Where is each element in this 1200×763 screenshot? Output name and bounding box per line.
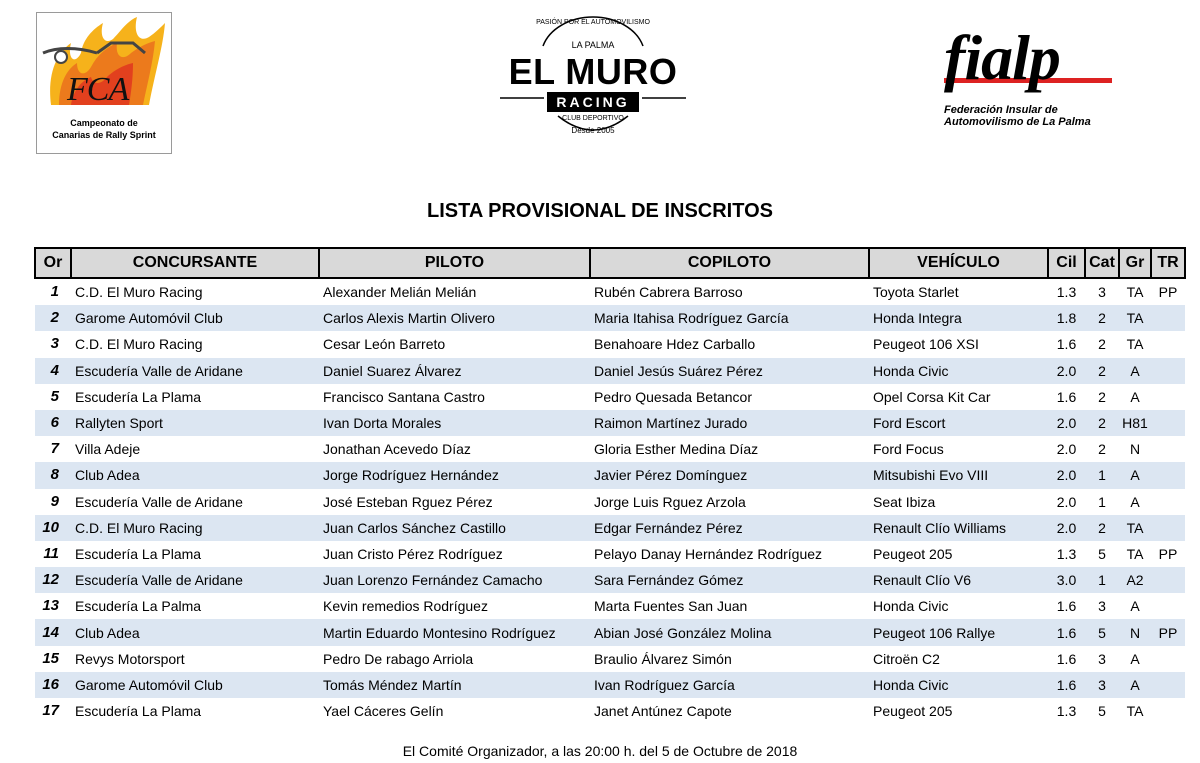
displacement-cell: 1.3 [1056, 545, 1077, 562]
muro-since: Desde 2005 [571, 126, 615, 135]
driver-name-cell: Tomás Méndez Martín [319, 672, 590, 698]
header-gr: Gr [1119, 248, 1151, 278]
fca-caption: Campeonato de Canarias de Rally Sprint [52, 118, 156, 140]
vehicle-name-cell: Honda Integra [869, 305, 1048, 331]
displacement-cell: 1.3 [1056, 284, 1077, 301]
entry-number-cell: 9 [50, 492, 59, 510]
trophy-cell [1151, 698, 1185, 724]
displacement-cell: 1.6 [1048, 619, 1085, 645]
group-cell: A [1130, 388, 1140, 405]
group-cell: TA [1126, 336, 1144, 353]
category-cell: 1 [1098, 493, 1106, 510]
entrant-name-cell: Garome Automóvil Club [71, 305, 319, 331]
entrant-name-cell: C.D. El Muro Racing [75, 284, 203, 301]
entry-number-cell: 6 [35, 410, 71, 436]
vehicle-name-cell: Seat Ibiza [873, 493, 936, 510]
header-cil: Cil [1048, 248, 1085, 278]
table-row [35, 462, 1185, 488]
codriver-name-cell: Javier Pérez Domínguez [590, 462, 869, 488]
displacement-cell: 2.0 [1056, 441, 1077, 458]
vehicle-name-cell: Peugeot 205 [873, 703, 953, 720]
entrant-name-cell: C.D. El Muro Racing [71, 515, 319, 541]
vehicle-name-cell: Renault Clío V6 [869, 567, 1048, 593]
fialp-wordmark: fialp [944, 22, 1060, 93]
trophy-cell [1151, 305, 1185, 331]
category-cell: 3 [1098, 598, 1106, 615]
entry-number-cell: 16 [35, 672, 71, 698]
driver-name-cell: Pedro De rabago Arriola [323, 650, 474, 667]
codriver-name-cell: Rubén Cabrera Barroso [594, 284, 743, 301]
table-row [35, 646, 1185, 672]
category-cell: 5 [1098, 545, 1106, 562]
group-cell: A [1130, 650, 1140, 667]
table-row [35, 410, 1185, 436]
group-cell: N [1119, 619, 1151, 645]
header-vehiculo: VEHÍCULO [869, 248, 1048, 278]
fca-logo [36, 12, 172, 154]
trophy-cell [1151, 436, 1185, 462]
trophy-cell [1151, 462, 1185, 488]
displacement-cell: 1.6 [1056, 650, 1077, 667]
category-cell: 2 [1098, 336, 1106, 353]
group-cell: A [1119, 462, 1151, 488]
vehicle-name-cell: Honda Civic [873, 598, 949, 615]
vehicle-name-cell: Peugeot 205 [873, 545, 953, 562]
group-cell: TA [1119, 305, 1151, 331]
category-cell: 2 [1085, 410, 1119, 436]
codriver-name-cell: Jorge Luis Rguez Arzola [594, 493, 746, 510]
displacement-cell: 1.6 [1056, 336, 1077, 353]
vehicle-name-cell: Toyota Starlet [873, 284, 959, 301]
vehicle-name-cell: Ford Escort [869, 410, 1048, 436]
displacement-cell: 2.0 [1048, 410, 1085, 436]
table-row [35, 672, 1185, 698]
trophy-cell [1151, 515, 1185, 541]
group-cell: A [1130, 493, 1140, 510]
vehicle-name-cell: Opel Corsa Kit Car [873, 388, 991, 405]
group-cell: A2 [1119, 567, 1151, 593]
driver-name-cell: Martin Eduardo Montesino Rodríguez [319, 619, 590, 645]
document-title: LISTA PROVISIONAL DE INSCRITOS [427, 200, 773, 222]
vehicle-name-cell: Ford Focus [873, 441, 944, 458]
entry-number-cell: 4 [35, 358, 71, 384]
vehicle-name-cell: Honda Civic [869, 672, 1048, 698]
table-row [35, 489, 1185, 515]
group-cell: N [1129, 441, 1141, 458]
codriver-name-cell: Janet Antúnez Capote [594, 703, 732, 720]
table-row [35, 384, 1185, 410]
entry-number-cell: 3 [50, 335, 59, 353]
driver-name-cell: Kevin remedios Rodríguez [323, 598, 488, 615]
header-copiloto: COPILOTO [590, 248, 869, 278]
vehicle-name-cell: Peugeot 106 Rallye [869, 619, 1048, 645]
codriver-name-cell: Marta Fuentes San Juan [594, 598, 748, 615]
table-header-row [35, 248, 1185, 278]
trophy-cell [1151, 410, 1185, 436]
group-cell: H81 [1119, 410, 1151, 436]
codriver-name-cell: Braulio Álvarez Simón [594, 650, 732, 667]
muro-club: CLUB DEPORTIVO [562, 115, 624, 122]
footer-note: El Comité Organizador, a las 20:00 h. del 5 de Octubre de 2018 [402, 743, 798, 759]
header-concursante: CONCURSANTE [71, 248, 319, 278]
driver-name-cell: Juan Lorenzo Fernández Camacho [319, 567, 590, 593]
codriver-name-cell: Benahoare Hdez Carballo [594, 336, 756, 353]
entrant-name-cell: C.D. El Muro Racing [75, 336, 203, 353]
entry-number-cell: 10 [35, 515, 71, 541]
fialp-subtitle [944, 104, 1091, 128]
header-or: Or [35, 248, 71, 278]
category-cell: 5 [1098, 703, 1106, 720]
header-tr: TR [1151, 248, 1185, 278]
displacement-cell: 2.0 [1048, 462, 1085, 488]
vehicle-name-cell: Honda Civic [869, 358, 1048, 384]
entrant-name-cell: Escudería La Plama [75, 388, 202, 405]
table-row [35, 515, 1185, 541]
muro-title: EL MURO [508, 51, 678, 92]
entrant-name-cell: Club Adea [71, 619, 319, 645]
codriver-name-cell: Gloria Esther Medina Díaz [594, 441, 759, 458]
trophy-cell [1151, 489, 1185, 515]
codriver-name-cell: Abian José González Molina [590, 619, 869, 645]
entry-number-cell: 5 [50, 387, 59, 405]
displacement-cell: 1.6 [1056, 598, 1077, 615]
codriver-name-cell: Daniel Jesús Suárez Pérez [590, 358, 869, 384]
displacement-cell: 2.0 [1048, 515, 1085, 541]
table-row [35, 358, 1185, 384]
table-row [35, 305, 1185, 331]
driver-name-cell: Juan Cristo Pérez Rodríguez [323, 545, 503, 562]
displacement-cell: 1.6 [1048, 672, 1085, 698]
entry-number-cell: 11 [43, 544, 59, 562]
trophy-cell [1151, 384, 1185, 410]
displacement-cell: 3.0 [1048, 567, 1085, 593]
entry-number-cell: 15 [42, 649, 59, 667]
driver-name-cell: Cesar León Barreto [323, 336, 446, 353]
muro-racing-banner: RACING [547, 92, 639, 112]
trophy-cell [1151, 646, 1185, 672]
codriver-name-cell: Sara Fernández Gómez [590, 567, 869, 593]
codriver-name-cell: Pelayo Danay Hernández Rodríguez [594, 545, 823, 562]
driver-name-cell: Jonathan Acevedo Díaz [323, 441, 471, 458]
driver-name-cell: José Esteban Rguez Pérez [323, 493, 493, 510]
entry-number-cell: 7 [50, 440, 59, 458]
entry-number-cell: 12 [35, 567, 71, 593]
group-cell: A [1130, 598, 1140, 615]
driver-name-cell: Alexander Melián Melián [323, 284, 477, 301]
table-row [35, 278, 1185, 305]
trophy-cell [1151, 358, 1185, 384]
entry-list-table [34, 247, 1186, 724]
entrant-name-cell: Escudería La Palma [75, 598, 202, 615]
muro-arc-text: PASIÓN POR EL AUTOMOVILISMO [536, 19, 650, 26]
driver-name-cell: Daniel Suarez Álvarez [319, 358, 590, 384]
table-row [35, 619, 1185, 645]
entrant-name-cell: Revys Motorsport [75, 650, 185, 667]
entrant-name-cell: Escudería Valle de Aridane [71, 358, 319, 384]
header-cat: Cat [1085, 248, 1119, 278]
el-muro-racing-logo [498, 16, 688, 146]
group-cell: TA [1126, 284, 1144, 301]
group-cell: A [1119, 672, 1151, 698]
entrant-name-cell: Rallyten Sport [71, 410, 319, 436]
trophy-cell: PP [1158, 284, 1178, 301]
fialp-logo [940, 22, 1140, 130]
entrant-name-cell: Escudería La Plama [75, 545, 202, 562]
entrant-name-cell: Escudería La Plama [75, 703, 202, 720]
entry-number-cell: 14 [35, 619, 71, 645]
entry-number-cell: 2 [35, 305, 71, 331]
entrant-name-cell: Escudería Valle de Aridane [75, 493, 243, 510]
table-row [35, 593, 1185, 619]
displacement-cell: 2.0 [1056, 493, 1077, 510]
table-row [35, 541, 1185, 567]
fialp-subtitle-line2: Automovilismo de La Palma [944, 116, 1091, 128]
driver-name-cell: Yael Cáceres Gelín [323, 703, 444, 720]
entrant-name-cell: Villa Adeje [75, 441, 141, 458]
category-cell: 5 [1085, 619, 1119, 645]
entry-number-cell: 1 [50, 283, 59, 301]
header-piloto: PILOTO [319, 248, 590, 278]
driver-name-cell: Francisco Santana Castro [323, 388, 485, 405]
category-cell: 1 [1085, 567, 1119, 593]
trophy-cell: PP [1158, 545, 1178, 562]
codriver-name-cell: Ivan Rodríguez García [590, 672, 869, 698]
entrant-name-cell: Club Adea [71, 462, 319, 488]
driver-name-cell: Juan Carlos Sánchez Castillo [319, 515, 590, 541]
trophy-cell [1151, 331, 1185, 357]
codriver-name-cell: Edgar Fernández Pérez [590, 515, 869, 541]
displacement-cell: 1.6 [1056, 388, 1077, 405]
group-cell: TA [1126, 703, 1144, 720]
driver-name-cell: Jorge Rodríguez Hernández [319, 462, 590, 488]
table-row [35, 331, 1185, 357]
table-row [35, 698, 1185, 724]
trophy-cell [1151, 672, 1185, 698]
category-cell: 3 [1098, 650, 1106, 667]
category-cell: 1 [1085, 462, 1119, 488]
codriver-name-cell: Maria Itahisa Rodríguez García [590, 305, 869, 331]
category-cell: 3 [1085, 672, 1119, 698]
table-row [35, 567, 1185, 593]
entrant-name-cell: Garome Automóvil Club [71, 672, 319, 698]
group-cell: TA [1126, 545, 1144, 562]
trophy-cell: PP [1151, 619, 1185, 645]
entry-number-cell: 8 [35, 462, 71, 488]
trophy-cell [1151, 567, 1185, 593]
group-cell: A [1119, 358, 1151, 384]
vehicle-name-cell: Renault Clío Williams [869, 515, 1048, 541]
group-cell: TA [1119, 515, 1151, 541]
driver-name-cell: Ivan Dorta Morales [319, 410, 590, 436]
displacement-cell: 1.3 [1056, 703, 1077, 720]
displacement-cell: 1.8 [1048, 305, 1085, 331]
entry-number-cell: 13 [42, 597, 59, 615]
trophy-cell [1151, 593, 1185, 619]
entrant-name-cell: Escudería Valle de Aridane [71, 567, 319, 593]
category-cell: 2 [1085, 358, 1119, 384]
displacement-cell: 2.0 [1048, 358, 1085, 384]
muro-place: LA PALMA [571, 40, 615, 50]
category-cell: 2 [1085, 515, 1119, 541]
codriver-name-cell: Pedro Quesada Betancor [594, 388, 752, 405]
entry-number-cell: 17 [42, 702, 59, 720]
fca-monogram: FCA [67, 71, 129, 108]
category-cell: 2 [1085, 305, 1119, 331]
vehicle-name-cell: Peugeot 106 XSI [873, 336, 979, 353]
category-cell: 3 [1098, 284, 1106, 301]
fialp-subtitle-line1: Federación Insular de [944, 104, 1058, 116]
category-cell: 2 [1098, 388, 1106, 405]
vehicle-name-cell: Citroën C2 [873, 650, 940, 667]
table-row [35, 436, 1185, 462]
driver-name-cell: Carlos Alexis Martin Olivero [319, 305, 590, 331]
category-cell: 2 [1098, 441, 1106, 458]
vehicle-name-cell: Mitsubishi Evo VIII [869, 462, 1048, 488]
codriver-name-cell: Raimon Martínez Jurado [590, 410, 869, 436]
